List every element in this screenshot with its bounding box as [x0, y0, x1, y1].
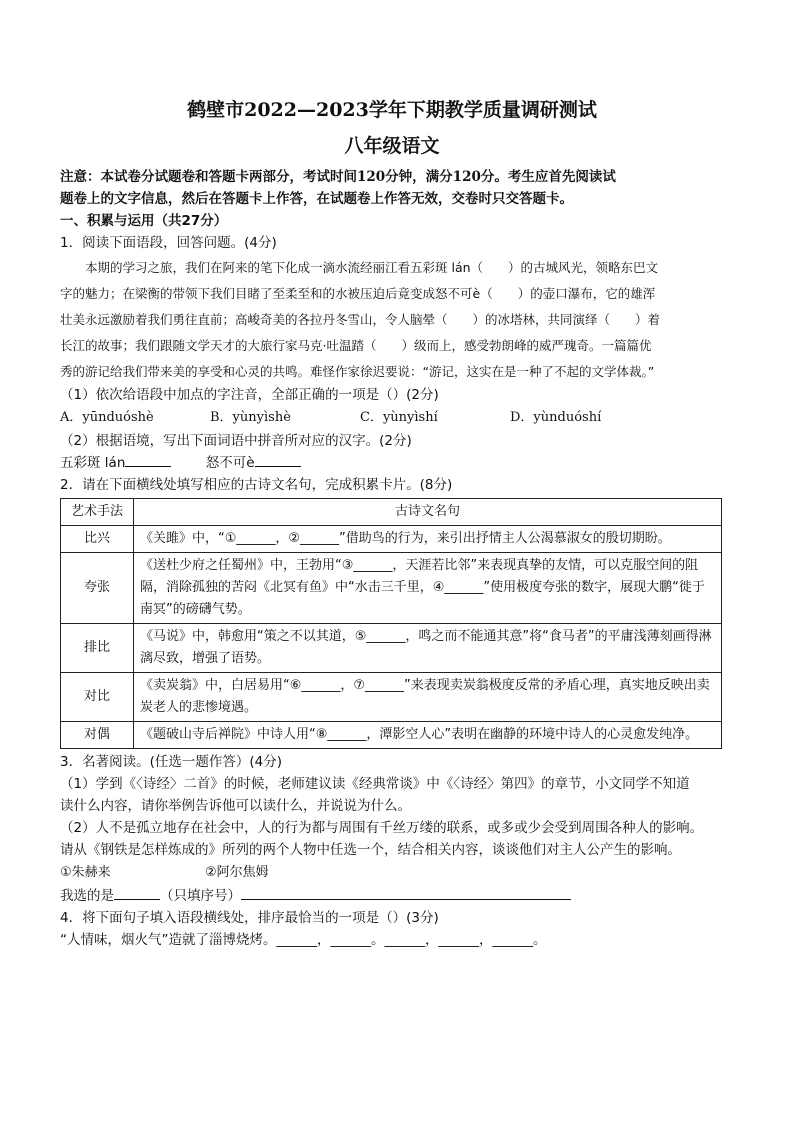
- blank-1-input[interactable]: [125, 452, 171, 467]
- q3-sub1-line2: 读什么内容，请你举例告诉他可以读什么，并说说为什么。: [60, 798, 411, 814]
- notice-line-2: 题卷上的文字信息，然后在答题卡上作答，在试题卷上作答无效，交卷时只交答题卡。: [60, 191, 573, 207]
- blank-2-input[interactable]: [255, 452, 301, 467]
- q1-sub2: （2）根据语境，写出下面词语中拼音所对应的汉字。(2分): [60, 433, 412, 449]
- col-header-quotes: 古诗文名句: [134, 499, 722, 526]
- passage-line: 长江的故事；我们跟随文学天才的大旅行家马克·吐温踏（ ）级而上，感受勃朗峰的威严瑰奇。一篇篇优: [60, 338, 652, 353]
- table-row: [61, 673, 722, 722]
- q1-passage: [60, 256, 724, 384]
- choice-b[interactable]: B．yùnyìshè: [210, 410, 291, 425]
- q1-sub1: （1）依次给语段中加点的字注音，全部正确的一项是（）(2分): [60, 387, 439, 403]
- accumulation-card-table: [60, 498, 722, 749]
- option-zhu-helai: ①朱赫来: [60, 865, 111, 880]
- q3-sub2-line1: （2）人不是孤立地存在社会中，人的行为都与周围有千丝万缕的联系，或多或少会受到周围各种人的影响。: [60, 820, 704, 836]
- choice-hint: （只填序号）: [160, 888, 241, 904]
- table-row: [61, 722, 722, 749]
- q4-prompt: 4．将下面句子填入语段横线处，排序最恰当的一项是（）(3分): [60, 910, 439, 926]
- quote-cell[interactable]: 《送杜少府之任蜀州》中，王勃用“③______，天涯若比邻”来表现真挚的友情，可以克服空间的阻隔，消除孤独的苦闷《北冥有鱼》中“水击三千里，④______”使用极度夸张的数字，展现大鹏“徙于南冥”的磅礴气势。: [134, 553, 722, 624]
- exam-subtitle: 八年级语文: [344, 135, 440, 157]
- col-header-technique: 艺术手法: [61, 499, 134, 526]
- quote-cell[interactable]: 《卖炭翁》中，白居易用“⑥______，⑦______”来表现卖炭翁极度反常的矛盾心理，真实地反映出卖炭老人的悲惨境遇。: [134, 673, 722, 722]
- table-row: [61, 526, 722, 553]
- technique-cell: 排比: [61, 624, 134, 673]
- q4-text: “人情味，烟火气”造就了淄博烧烤。______，______。______，______，______。: [60, 932, 547, 948]
- exam-page: [60, 96, 724, 951]
- choice-d[interactable]: D．yùnduóshí: [510, 410, 602, 425]
- exam-title: 鹤壁市2022—2023学年下期教学质量调研测试: [187, 99, 597, 121]
- q3-prompt: 3．名著阅读。(任选一题作答）(4分): [60, 754, 282, 770]
- technique-cell: 对比: [61, 673, 134, 722]
- q3-choice-line: [60, 885, 724, 907]
- quote-cell[interactable]: 《马说》中，韩愈用“策之不以其道，⑤______，鸣之而不能通其意”将“食马者”的平庸浅薄刻画得淋漓尽致，增强了语势。: [134, 624, 722, 673]
- passage-line: 壮美永远激励着我们勇往直前；高峻奇美的各拉丹冬雪山，令人脑晕（ ）的冰塔林，共同演绎（ ）着: [60, 312, 661, 327]
- q3-options: [60, 861, 724, 885]
- passage-line: 字的魅力；在梁衡的带领下我们目睹了至柔至和的水被压迫后竟变成怒不可è（ ）的壶口瀑布，它的雄浑: [60, 286, 656, 301]
- q3-sub2-line2: 请从《钢铁是怎样炼成的》所列的两个人物中任选一个，结合相关内容，谈谈他们对主人公产生的影响。: [60, 842, 681, 858]
- quote-cell[interactable]: 《题破山寺后禅院》中诗人用“⑧______，潭影空人心”表明在幽静的环境中诗人的心灵愈发纯净。: [134, 722, 722, 749]
- table-row: [61, 624, 722, 673]
- choice-c[interactable]: C．yùnyìshí: [360, 410, 438, 425]
- q3-sub1-line1: （1）学到《〈诗经〉二首》的时候，老师建议读《经典常谈》中《〈诗经〉第四》的章节，小文同学不知道: [60, 776, 690, 792]
- table-header-row: [61, 499, 722, 526]
- technique-cell: 夸张: [61, 553, 134, 624]
- choice-number-input[interactable]: [114, 885, 160, 900]
- q1-choices: [60, 406, 724, 430]
- q1-blanks: [60, 452, 724, 474]
- section-heading: 一、积累与运用（共27分）: [60, 213, 228, 229]
- choice-answer-input[interactable]: [241, 885, 571, 900]
- choice-a[interactable]: A．yūnduóshè: [60, 410, 154, 425]
- technique-cell: 对偶: [61, 722, 134, 749]
- table-row: [61, 553, 722, 624]
- notice-line-1: 注意：本试卷分试题卷和答题卡两部分，考试时间120分钟，满分120分。考生应首先阅读试: [60, 169, 616, 185]
- blank-2-label: 怒不可è: [205, 455, 255, 471]
- option-artyom: ②阿尔焦姆: [205, 865, 269, 880]
- quote-cell[interactable]: 《关雎》中，“①______，②______”借助鸟的行为，来引出抒情主人公渴慕淑女的殷切期盼。: [134, 526, 722, 553]
- choice-label: 我选的是: [60, 888, 114, 904]
- q1-prompt: 1．阅读下面语段，回答问题。(4分): [60, 235, 277, 251]
- passage-line: 秀的游记给我们带来美的享受和心灵的共鸣。难怪作家徐迟要说：“游记，这实在是一种了不起的文学体裁。”: [60, 364, 655, 379]
- technique-cell: 比兴: [61, 526, 134, 553]
- q2-prompt: 2．请在下面横线处填写相应的古诗文名句，完成积累卡片。(8分): [60, 477, 453, 493]
- passage-line: 本期的学习之旅，我们在阿来的笔下化成一滴水流经丽江看五彩斑 lán（ ）的古城风光，领略东巴文: [85, 260, 659, 275]
- blank-1-label: 五彩斑 lán: [60, 455, 126, 471]
